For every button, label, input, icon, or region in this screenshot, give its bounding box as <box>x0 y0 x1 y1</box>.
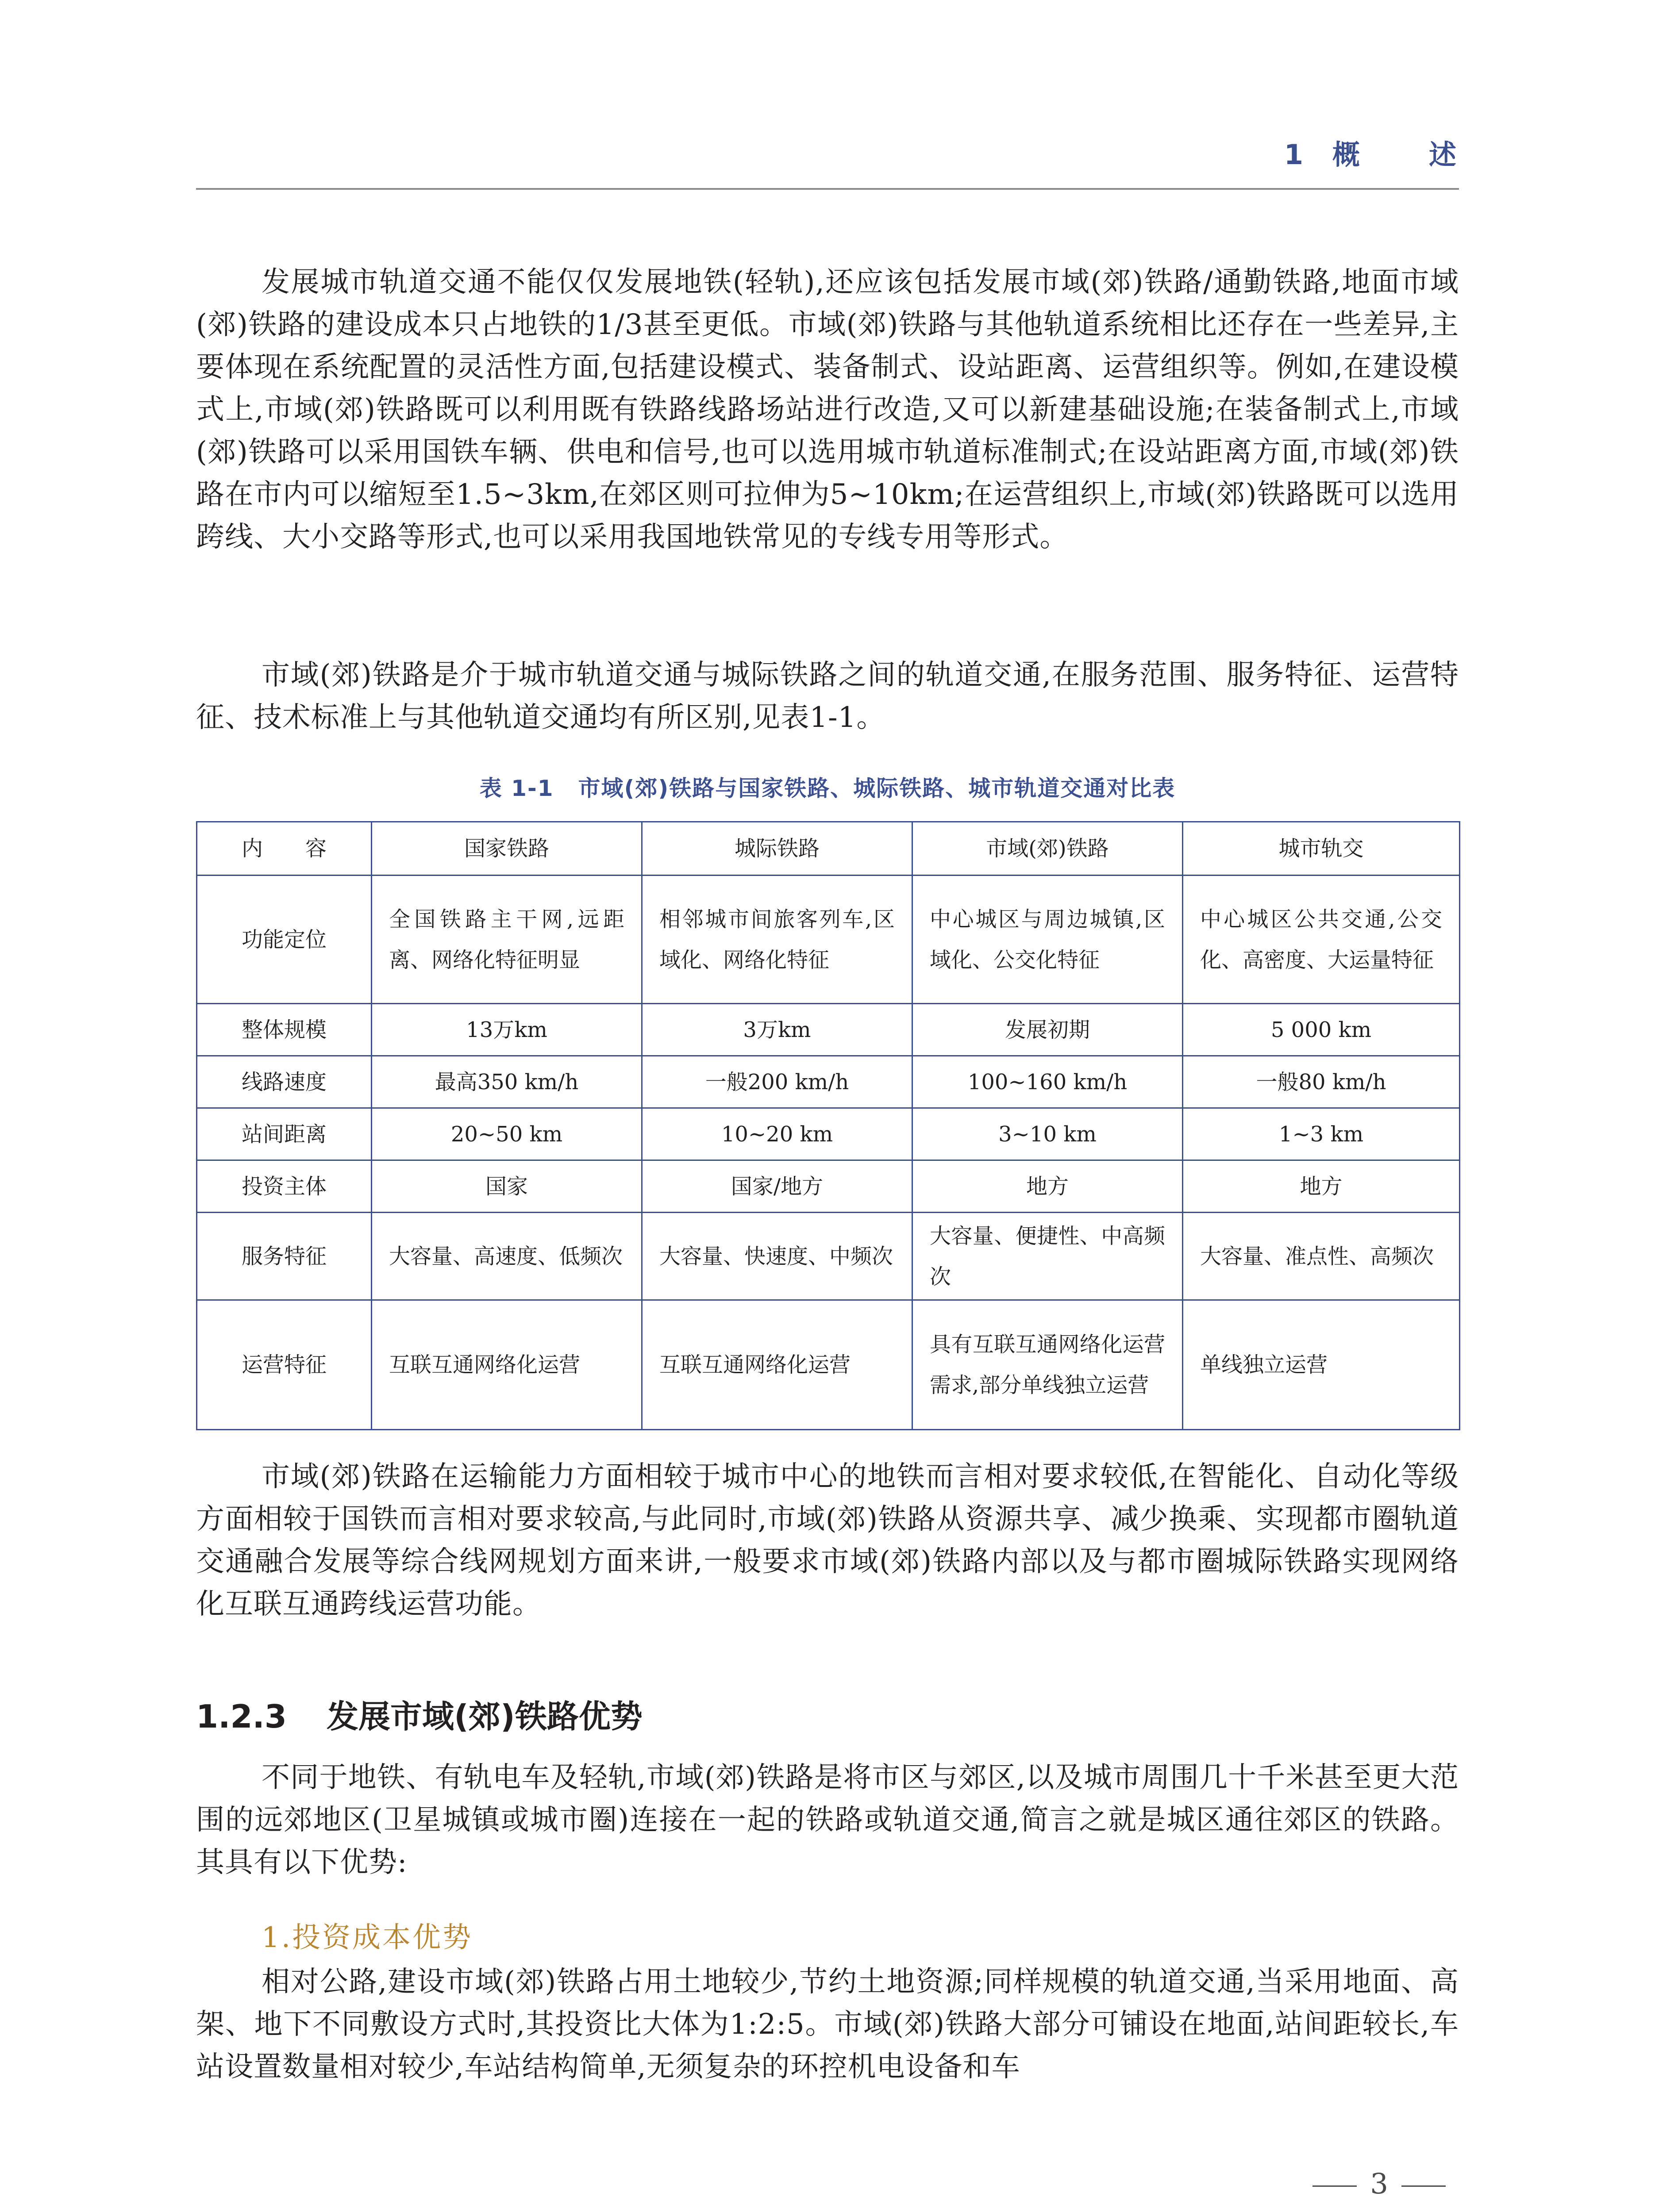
table-row-label: 线路速度 <box>197 1056 372 1108</box>
table-cell: 一般200 km/h <box>642 1056 912 1108</box>
table-cell: 1~3 km <box>1183 1108 1460 1160</box>
paragraph-4: 不同于地铁、有轨电车及轻轨,市域(郊)铁路是将市区与郊区,以及城市周围几十千米甚至更大范围的远郊地区(卫星城镇或城市圈)连接在一起的铁路或轨道交通,简言之就是城区通往郊区的铁路。其具有以下优势: <box>196 1761 1459 1879</box>
table-cell: 中心城区公共交通,公交化、高密度、大运量特征 <box>1183 876 1460 1004</box>
section-number: 1.2.3 <box>196 1698 287 1735</box>
table-cell: 相邻城市间旅客列车,区域化、网络化特征 <box>642 876 912 1004</box>
table-row <box>197 1056 1460 1108</box>
table-cell: 3~10 km <box>912 1108 1183 1160</box>
table-cell: 大容量、准点性、高频次 <box>1183 1213 1460 1300</box>
paragraph-2: 市域(郊)铁路是介于城市轨道交通与城际铁路之间的轨道交通,在服务范围、服务特征、运营特征、技术标准上与其他轨道交通均有所区别,见表1-1。 <box>196 659 1459 734</box>
table-cell: 全国铁路主干网,远距离、网络化特征明显 <box>372 876 642 1004</box>
table-header-cell: 城市轨交 <box>1183 822 1460 876</box>
table-row <box>197 1213 1460 1300</box>
paragraph-3: 市域(郊)铁路在运输能力方面相较于城市中心的地铁而言相对要求较低,在智能化、自动化等级方面相较于国铁而言相对要求较高,与此同时,市域(郊)铁路从资源共享、减少换乘、实现都市圈轨道交通融合发展等综合线网规划方面来讲,一般要求市域(郊)铁路内部以及与都市圈城际铁路实现网络化互联互通跨线运营功能。 <box>196 1460 1459 1621</box>
table-cell: 大容量、快速度、中频次 <box>642 1213 912 1300</box>
table-cell: 发展初期 <box>912 1004 1183 1056</box>
table-cell: 13万km <box>372 1004 642 1056</box>
chapter-number: 1 <box>1284 138 1306 171</box>
table-caption <box>196 771 1459 803</box>
running-header <box>1284 133 1459 172</box>
chapter-title-part1: 概 <box>1332 138 1362 171</box>
table-cell: 大容量、高速度、低频次 <box>372 1213 642 1300</box>
table-cell: 一般80 km/h <box>1183 1056 1460 1108</box>
table-header-row <box>197 822 1460 876</box>
table-caption-title: 市域(郊)铁路与国家铁路、城际铁路、城市轨道交通对比表 <box>578 776 1176 801</box>
table-cell: 互联互通网络化运营 <box>642 1300 912 1430</box>
table-row-label: 服务特征 <box>197 1213 372 1300</box>
table-header-cell: 市域(郊)铁路 <box>912 822 1183 876</box>
table-cell: 最高350 km/h <box>372 1056 642 1108</box>
table-row-label: 站间距离 <box>197 1108 372 1160</box>
table-cell: 3万km <box>642 1004 912 1056</box>
table-caption-number: 表 1-1 <box>479 776 554 801</box>
table-cell: 互联互通网络化运营 <box>372 1300 642 1430</box>
table-row <box>197 876 1460 1004</box>
table-row-label: 整体规模 <box>197 1004 372 1056</box>
table-cell: 国家/地方 <box>642 1160 912 1213</box>
page-number: 3 <box>1370 2168 1388 2200</box>
paragraph-5: 相对公路,建设市域(郊)铁路占用土地较少,节约土地资源;同样规模的轨道交通,当采用地面、高架、地下不同敷设方式时,其投资比大体为1:2:5。市域(郊)铁路大部分可铺设在地面,站间距较长,车站设置数量相对较少,车站结构简单,无须复杂的环控机电设备和车 <box>196 1966 1459 2083</box>
table-row <box>197 1108 1460 1160</box>
table-row-label: 功能定位 <box>197 876 372 1004</box>
table-row-label: 投资主体 <box>197 1160 372 1213</box>
header-rule <box>196 188 1459 190</box>
table-cell: 大容量、便捷性、中高频次 <box>912 1213 1183 1300</box>
table-header-cell: 内 容 <box>197 822 372 876</box>
paragraph-1: 发展城市轨道交通不能仅仅发展地铁(轻轨),还应该包括发展市域(郊)铁路/通勤铁路,地面市域(郊)铁路的建设成本只占地铁的1/3甚至更低。市域(郊)铁路与其他轨道系统相比还存在一些差异,主要体现在系统配置的灵活性方面,包括建设模式、装备制式、设站距离、运营组织等。例如,在建设模式上,市域(郊)铁路既可以利用既有铁路线路场站进行改造,又可以新建基础设施;在装备制式上,市域(郊)铁路可以采用国铁车辆、供电和信号,也可以选用城市轨道标准制式;在设站距离方面,市域(郊)铁路在市内可以缩短至1.5~3km,在郊区则可拉伸为5~10km;在运营组织上,市域(郊)铁路既可以选用跨线、大小交路等形式,也可以采用我国地铁常见的专线专用等形式。 <box>196 266 1459 553</box>
table-cell: 具有互联互通网络化运营需求,部分单线独立运营 <box>912 1300 1183 1430</box>
section-title: 发展市域(郊)铁路优势 <box>327 1698 643 1735</box>
comparison-table <box>196 821 1460 1430</box>
table-row-label: 运营特征 <box>197 1300 372 1430</box>
table-cell: 10~20 km <box>642 1108 912 1160</box>
table-cell: 中心城区与周边城镇,区域化、公交化特征 <box>912 876 1183 1004</box>
section-heading <box>196 1691 643 1737</box>
table-cell: 地方 <box>1183 1160 1460 1213</box>
subheading: 1.投资成本优势 <box>262 1921 473 1954</box>
table-row <box>197 1300 1460 1430</box>
table-cell: 100~160 km/h <box>912 1056 1183 1108</box>
table-header-cell: 国家铁路 <box>372 822 642 876</box>
table-cell: 20~50 km <box>372 1108 642 1160</box>
table-row <box>197 1160 1460 1213</box>
table-cell: 地方 <box>912 1160 1183 1213</box>
page-footer <box>1299 2168 1459 2200</box>
table-cell: 单线独立运营 <box>1183 1300 1460 1430</box>
table-cell: 国家 <box>372 1160 642 1213</box>
table-header-cell: 城际铁路 <box>642 822 912 876</box>
table-row <box>197 1004 1460 1056</box>
chapter-title-part2: 述 <box>1428 138 1459 171</box>
table-cell: 5 000 km <box>1183 1004 1460 1056</box>
